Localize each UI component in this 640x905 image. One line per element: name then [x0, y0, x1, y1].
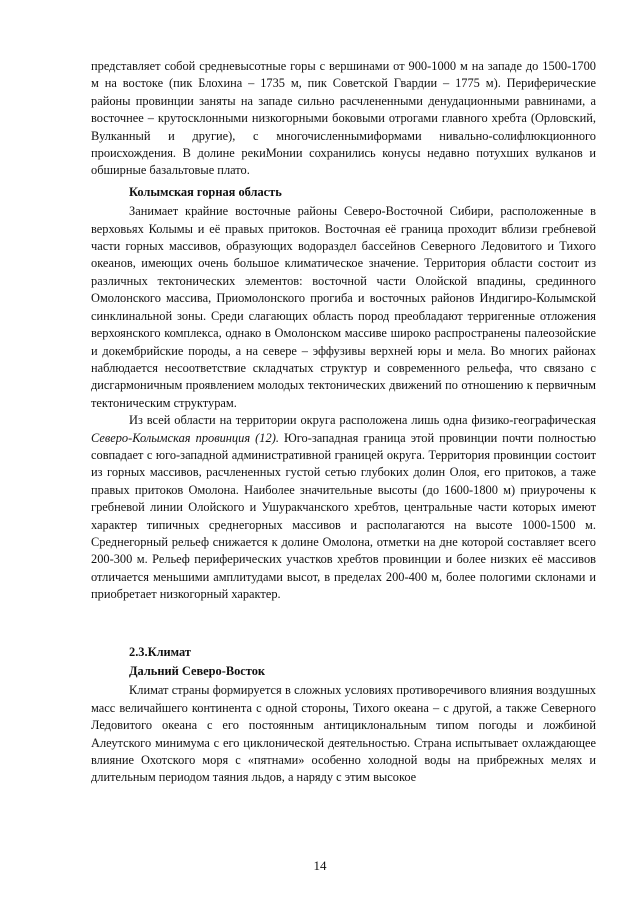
page-number: 14 — [313, 858, 327, 873]
heading-kolyma-mountain-region: Колымская горная область — [129, 184, 282, 199]
subheading-far-north-east: Дальний Северо-Восток — [129, 664, 266, 678]
paragraph-north-kolyma-province — [91, 412, 596, 603]
section-heading-climate: 2.3.Климат — [129, 644, 191, 659]
paragraph-text: Юго-западная граница этой провинции почти полностью совпадает с юго-западной административной границей округа. Территория провинции состоит из горных массивов, расчлененных густой сетью глубоких долин Олоя, его притоков, а таже правых притоков Омолона. Наиболее значительные высоты (до 1600-1800 м) приурочены к гребневой линии Олойского и Ушуракчанского хребтов, центральные части которых имеют характер типичных среднегорных массивов и располагаются на высоте 1000-1500 м. Среднегорный рельеф снижается к долине Омолона, отметки на дне которой составляет всего 200-300 м. Рельеф периферических участков хребтов провинции и более низких её массивов отличается меньшими амплитудами высот, в пределах 200-400 м, более пологими склонами и приобретает низкогорный характер. — [91, 430, 596, 602]
paragraph-climate: Климат страны формируется в сложных условиях противоречивого влияния воздушных масс величайшего континента с одной стороны, Тихого океана – с другой, а также Северного Ледовитого океана с его постоянным антициклональным типом погоды и ложбиной Алеутского минимума с его циклонической деятельностью. Страна испытывает охлаждающее влияние Охотского моря с «пятнами» особенно холодной воды на прибрежных мелях и длительным периодом таяния льдов, а наряду с этим высокое — [91, 683, 596, 785]
province-name-emphasis: Северо-Колымская провинция (12). — [91, 430, 279, 445]
paragraph-continuation: представляет собой средневысотные горы с вершинами от 900-1000 м на западе до 1500-1700 м на востоке (пик Блохина – 1735 м, пик Советской Гвардии – 1775 м). Периферические районы провинции заняты на западе сильно расчлененными денудационными равнинами, а восточнее – крутосклонными низкогорными боковыми отрогами главного хребта (Орловский, Вулканный и другие), с многочисленнымиформами нивально-солифлюкционного происхождения. В долине рекиМонии сохранились конусы недавно потухших вулканов и обширные базальтовые плато. — [91, 59, 596, 178]
paragraph-text: Из всей области на территории округа расположена лишь одна физико-географическая — [129, 413, 596, 428]
paragraph-kolyma-region: Занимает крайние восточные районы Северо-Восточной Сибири, расположенные в верховьях Колымы и её правых притоков. Восточная её граница проходит вблизи гребневой части горных массивов, образующих водораздел бассейнов Северного Ледовитого и Тихого океанов, имеющих очень большое климатическое значение. Территория области состоит из различных тектонических элементов: восточной части Олойской впадины, срединного Омолонского массива, Приомолонского прогиба и восточных районов Индигиро-Колымской синклинальной зоны. Среди слагающих область пород преобладают терригенные отложения верхоянского комплекса, однако в Омолонском массиве широко распространены палеозойские и докембрийские породы, а на севере – эффузивы верхней юры и мела. Во многих районах наблюдается несоответствие складчатых структур и современного рельефа, что связано с дисгармоничным проявлением молодых тектонических движений по отношению к первичным тектоническим структурам. — [91, 204, 596, 410]
page-content — [91, 58, 596, 787]
